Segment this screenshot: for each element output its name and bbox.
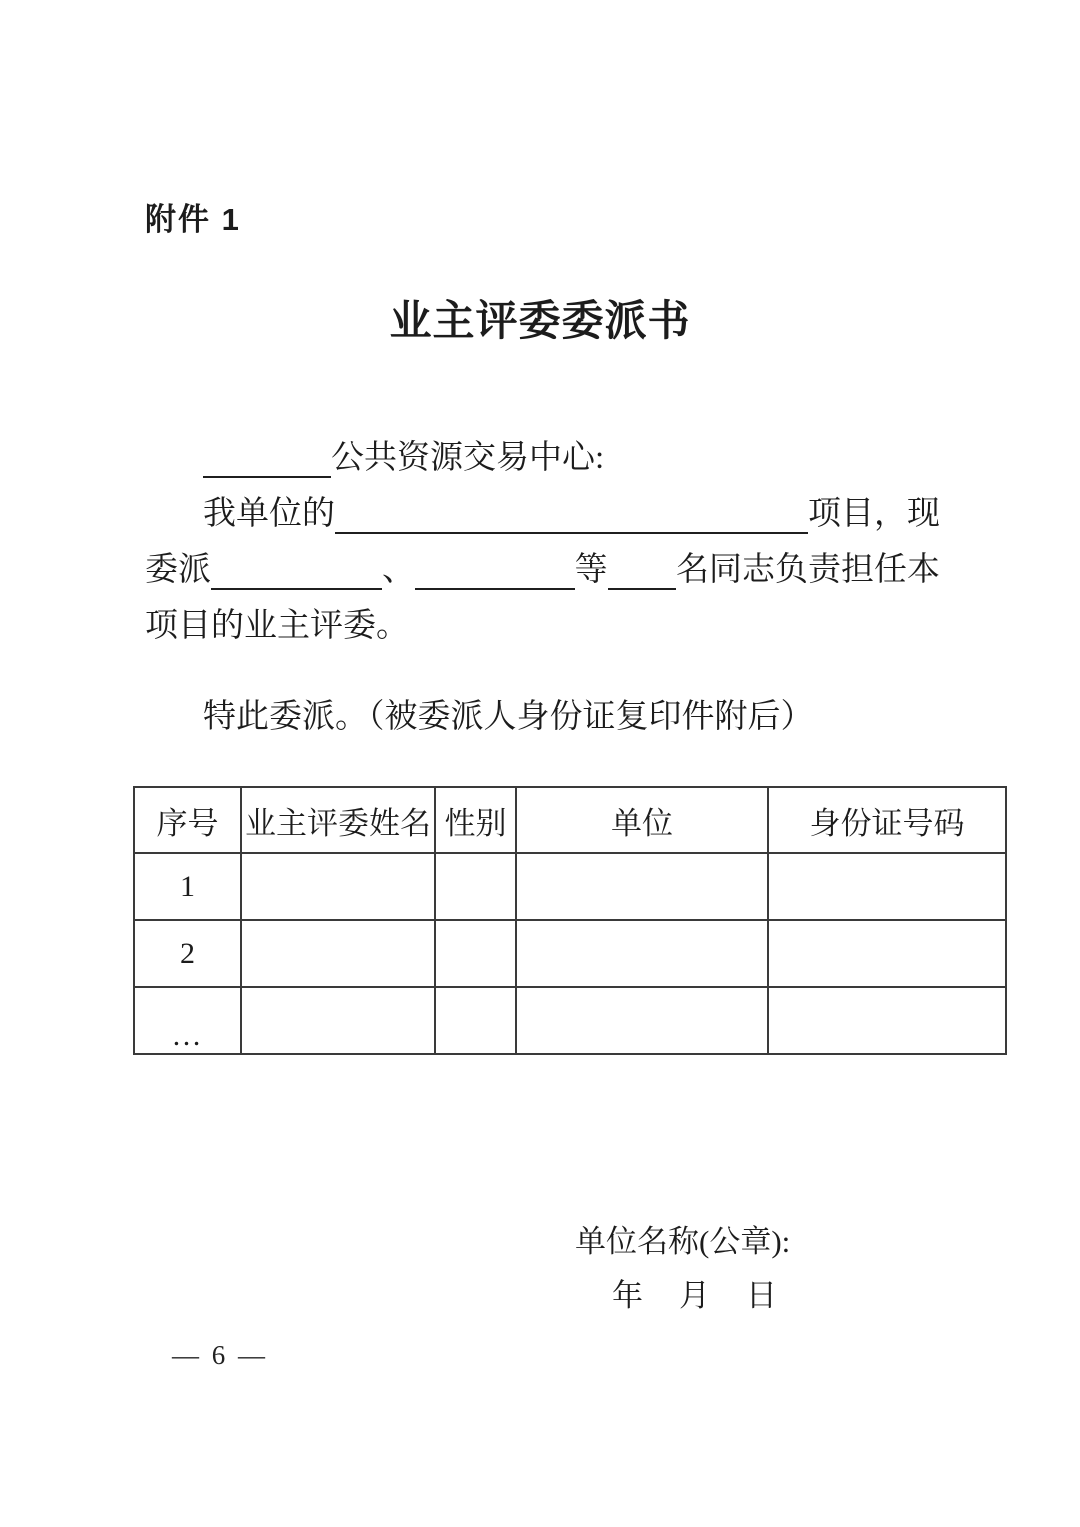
gender-cell [435, 853, 516, 920]
blank-delegate-2 [415, 542, 575, 590]
id-cell [768, 853, 1006, 920]
line3-seg2-text: 等 [574, 552, 608, 588]
body-line-delegates [145, 542, 940, 598]
name-cell [241, 987, 435, 1054]
header-cell-gender: 性别 [435, 787, 516, 853]
line3-suffix-text: 名同志负责担任本 [676, 552, 940, 588]
table-header-row [134, 787, 1006, 853]
blank-project-name [335, 486, 808, 534]
blank-center-name [203, 430, 331, 478]
note-line: 特此委派。（被委派人身份证复印件附后） [203, 699, 814, 735]
header-cell-unit: 单位 [516, 787, 768, 853]
row-number-cell: 2 [134, 920, 241, 987]
line2-prefix-text: 我单位的 [203, 496, 335, 532]
id-cell [768, 987, 1006, 1054]
id-cell [768, 920, 1006, 987]
year-label: 年 [612, 1278, 643, 1313]
org-name-label: 单位名称(公章): [575, 1224, 791, 1259]
month-label: 月 [679, 1278, 710, 1313]
line3-seg1-text: 委派 [145, 552, 211, 588]
header-cell-name: 业主评委姓名 [241, 787, 435, 853]
page-number: — 6 — [172, 1340, 268, 1370]
gender-cell [435, 987, 516, 1054]
body-line-project [145, 486, 940, 542]
row-number-cell: … [134, 987, 241, 1054]
line2-suffix-text: 项目，现 [808, 496, 940, 532]
name-cell [241, 853, 435, 920]
gender-cell [435, 920, 516, 987]
attachment-label: 附件 1 [145, 202, 241, 237]
document-title: 业主评委委派书 [389, 299, 691, 345]
unit-cell [516, 987, 768, 1054]
salutation-text: 公共资源交易中心: [331, 440, 605, 476]
row-number-cell: 1 [134, 853, 241, 920]
line4-text: 项目的业主评委。 [145, 608, 409, 644]
table-row [134, 987, 1006, 1054]
day-label: 日 [746, 1278, 777, 1313]
blank-delegate-1 [211, 542, 382, 590]
table-row [134, 853, 1006, 920]
name-cell [241, 920, 435, 987]
header-cell-index: 序号 [134, 787, 241, 853]
table-row [134, 920, 1006, 987]
body-line-end [145, 598, 940, 654]
unit-cell [516, 920, 768, 987]
header-cell-id: 身份证号码 [768, 787, 1006, 853]
body-paragraph [145, 430, 940, 654]
unit-cell [516, 853, 768, 920]
line3-separator-text: 、 [382, 552, 415, 588]
salutation-line [145, 430, 940, 486]
date-line [612, 1270, 777, 1315]
appointment-table [133, 786, 1007, 1055]
blank-delegate-count [608, 542, 676, 590]
